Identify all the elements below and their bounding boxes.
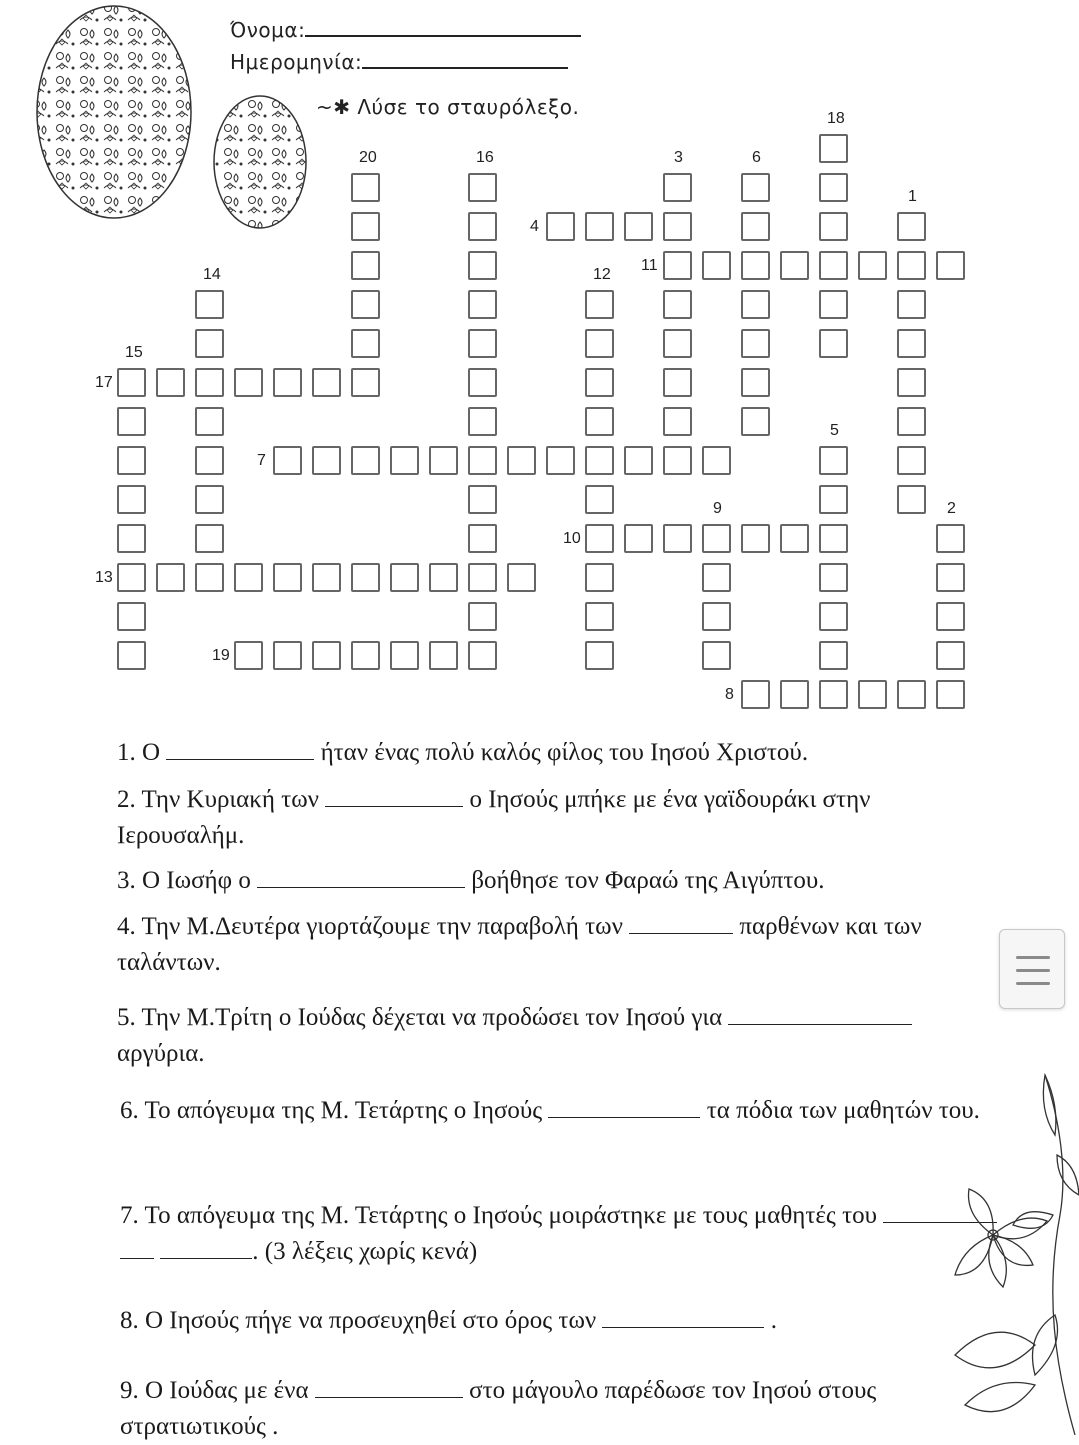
crossword-cell[interactable] [117,485,146,514]
crossword-cell[interactable] [234,368,263,397]
crossword-cell[interactable] [585,602,614,631]
crossword-cell[interactable] [702,251,731,280]
crossword-cell[interactable] [819,134,848,163]
crossword-cell[interactable] [117,524,146,553]
clue-3 [117,863,997,899]
crossword-cell[interactable] [624,212,653,241]
crossword-cell[interactable] [351,290,380,319]
clue-7-text: 7. Το απόγευμα της Μ. Τετάρτης ο Ιησούς μοιράστηκε με τους μαθητές του [120,1202,877,1229]
clue-8-blank[interactable] [602,1307,764,1328]
crossword-cell[interactable] [897,290,926,319]
crossword-cell[interactable] [702,563,731,592]
crossword-cell[interactable] [741,524,770,553]
crossword-cell[interactable] [741,251,770,280]
crossword-cell[interactable] [273,446,302,475]
crossword-cell[interactable] [819,485,848,514]
crossword-cell[interactable] [780,680,809,709]
crossword-cell[interactable] [585,641,614,670]
clue-number-9: 9 [713,500,722,517]
crossword-cell[interactable] [117,563,146,592]
clue-5 [117,1000,997,1072]
crossword-cell[interactable] [468,602,497,631]
crossword-cell[interactable] [351,641,380,670]
clue-number-4: 4 [530,218,539,235]
clue-number-20: 20 [359,149,377,166]
crossword-cell[interactable] [468,290,497,319]
crossword-cell[interactable] [663,173,692,202]
crossword-cell[interactable] [195,446,224,475]
clue-9-blank[interactable] [315,1377,463,1398]
crossword-cell[interactable] [468,173,497,202]
crossword-cell[interactable] [936,641,965,670]
crossword-cell[interactable] [351,329,380,358]
crossword-cell[interactable] [663,368,692,397]
crossword-cell[interactable] [897,212,926,241]
clue-5-text: 5. Την Μ.Τρίτη ο Ιούδας δέχεται να προδώσει τον Ιησού για [117,1004,723,1031]
clue-number-18: 18 [827,110,845,127]
crossword-cell[interactable] [741,212,770,241]
crossword-cell[interactable] [507,446,536,475]
clue-number-1: 1 [908,188,917,205]
menu-icon-bar-3 [1016,982,1050,985]
crossword-cell[interactable] [468,446,497,475]
crossword-cell[interactable] [663,329,692,358]
crossword-cell[interactable] [741,290,770,319]
clue-4-text: 4. Την Μ.Δευτέρα γιορτάζουμε την παραβολή των [117,913,623,940]
clue-number-15: 15 [125,344,143,361]
clue-7 [120,1198,1000,1270]
clue-7-blank-2[interactable] [120,1238,154,1259]
crossword-cell[interactable] [429,641,458,670]
crossword-cell[interactable] [351,212,380,241]
crossword-cell[interactable] [897,446,926,475]
crossword-cell[interactable] [741,173,770,202]
crossword-cell[interactable] [273,368,302,397]
crossword-cell[interactable] [195,407,224,436]
clue-number-17: 17 [95,374,113,391]
crossword-cell[interactable] [819,563,848,592]
crossword-cell[interactable] [351,368,380,397]
clue-7-text-end: . (3 λέξεις χωρίς κενά) [252,1238,478,1265]
crossword-cell[interactable] [156,368,185,397]
crossword-cell[interactable] [351,446,380,475]
clue-5-text-end: αργύρια. [117,1040,205,1067]
clue-6 [120,1093,1000,1129]
crossword-cell[interactable] [351,563,380,592]
crossword-cell[interactable] [897,329,926,358]
clue-3-blank[interactable] [257,867,465,888]
crossword-cell[interactable] [936,563,965,592]
crossword-cell[interactable] [702,524,731,553]
crossword-cell[interactable] [234,641,263,670]
crossword-cell[interactable] [780,251,809,280]
crossword-cell[interactable] [195,563,224,592]
clue-number-16: 16 [476,149,494,166]
crossword-cell[interactable] [390,641,419,670]
crossword-cell[interactable] [897,407,926,436]
crossword-cell[interactable] [117,446,146,475]
clue-4-text-end: παρθένων και των ταλάντων. [117,913,922,976]
crossword-cell[interactable] [429,563,458,592]
crossword-cell[interactable] [897,251,926,280]
crossword-cell[interactable] [468,329,497,358]
clue-2-blank[interactable] [325,786,463,807]
crossword-cell[interactable] [312,563,341,592]
crossword-cell[interactable] [585,368,614,397]
crossword-cell[interactable] [819,641,848,670]
crossword-cell[interactable] [819,329,848,358]
clue-5-blank[interactable] [728,1004,912,1025]
crossword-cell[interactable] [585,563,614,592]
crossword-cell[interactable] [390,563,419,592]
crossword-cell[interactable] [663,251,692,280]
crossword-cell[interactable] [702,446,731,475]
crossword-cell[interactable] [819,212,848,241]
crossword-cell[interactable] [624,524,653,553]
crossword-cell[interactable] [429,446,458,475]
crossword-cell[interactable] [702,641,731,670]
crossword-cell[interactable] [468,251,497,280]
crossword-cell[interactable] [663,524,692,553]
clue-number-8: 8 [725,686,734,703]
crossword-cell[interactable] [897,680,926,709]
crossword-cell[interactable] [819,524,848,553]
crossword-cell[interactable] [741,329,770,358]
crossword-cell[interactable] [936,251,965,280]
crossword-cell[interactable] [312,446,341,475]
crossword-cell[interactable] [819,251,848,280]
crossword-cell[interactable] [858,680,887,709]
crossword-cell[interactable] [819,680,848,709]
crossword-cell[interactable] [936,524,965,553]
crossword-cell[interactable] [624,446,653,475]
clue-number-19: 19 [212,647,230,664]
crossword-cell[interactable] [195,329,224,358]
crossword-cell[interactable] [663,290,692,319]
clue-9 [120,1373,1000,1445]
clue-1-blank[interactable] [166,739,314,760]
date-label: Ημερομηνία: [230,50,363,74]
crossword-cell[interactable] [546,446,575,475]
clue-number-2: 2 [947,500,956,517]
crossword-cell[interactable] [585,524,614,553]
crossword-cell[interactable] [351,173,380,202]
clue-1-text: 1. Ο [117,739,161,766]
clue-2-text-end: ο Ιησούς μπήκε με ένα γαϊδουράκι στην Ιερουσαλήμ. [117,786,871,849]
crossword-cell[interactable] [273,641,302,670]
clue-number-6: 6 [752,149,761,166]
clue-8 [120,1303,1000,1339]
menu-icon-bar-2 [1016,969,1050,972]
crossword-cell[interactable] [507,563,536,592]
clue-number-5: 5 [830,422,839,439]
crossword-cell[interactable] [117,407,146,436]
crossword-cell[interactable] [156,563,185,592]
crossword-cell[interactable] [702,602,731,631]
clue-6-text-end: τα πόδια των μαθητών του. [706,1097,980,1124]
crossword-cell[interactable] [858,251,887,280]
clue-9-text-end: στο μάγουλο παρέδωσε τον Ιησού στους στρατιωτικούς . [120,1377,877,1440]
crossword-cell[interactable] [585,446,614,475]
clue-4 [117,909,997,981]
clue-7-blank-3[interactable] [160,1238,252,1259]
clue-2-text: 2. Την Κυριακή των [117,786,319,813]
clue-number-13: 13 [95,569,113,586]
clue-6-blank[interactable] [548,1097,700,1118]
menu-icon-bar-1 [1016,956,1050,959]
crossword-cell[interactable] [585,329,614,358]
crossword-cell[interactable] [936,602,965,631]
crossword-cell[interactable] [390,446,419,475]
crossword-cell[interactable] [819,290,848,319]
clue-3-text: 3. Ο Ιωσήφ ο [117,867,251,894]
clue-8-text-end: . [770,1307,777,1334]
crossword-cell[interactable] [546,212,575,241]
clue-4-blank[interactable] [629,913,733,934]
crossword-cell[interactable] [195,290,224,319]
crossword-cell[interactable] [741,680,770,709]
clue-number-3: 3 [674,149,683,166]
crossword-cell[interactable] [897,368,926,397]
crossword-cell[interactable] [273,563,302,592]
crossword-cell[interactable] [663,407,692,436]
clue-8-text: 8. Ο Ιησούς πήγε να προσευχηθεί στο όρος των [120,1307,597,1334]
crossword-cell[interactable] [468,485,497,514]
crossword-cell[interactable] [351,251,380,280]
crossword-cell[interactable] [117,641,146,670]
crossword-cell[interactable] [819,446,848,475]
clue-number-11: 11 [641,257,658,274]
crossword-cell[interactable] [585,485,614,514]
clue-number-14: 14 [203,266,221,283]
crossword-cell[interactable] [312,641,341,670]
crossword-cell[interactable] [117,602,146,631]
crossword-cell[interactable] [663,446,692,475]
crossword-cell[interactable] [468,563,497,592]
crossword-cell[interactable] [741,407,770,436]
crossword-cell[interactable] [468,212,497,241]
crossword-cell[interactable] [468,368,497,397]
crossword-cell[interactable] [468,407,497,436]
crossword-cell[interactable] [663,212,692,241]
crossword-cell[interactable] [117,368,146,397]
name-label: Όνομα: [230,18,306,42]
clue-9-text: 9. Ο Ιούδας με ένα [120,1377,309,1404]
crossword-cell[interactable] [819,173,848,202]
crossword-cell[interactable] [195,485,224,514]
crossword-cell[interactable] [468,524,497,553]
crossword-cell[interactable] [936,680,965,709]
clue-6-text: 6. Το απόγευμα της Μ. Τετάρτης ο Ιησούς [120,1097,543,1124]
menu-button[interactable] [999,929,1065,1009]
crossword-cell[interactable] [312,368,341,397]
clue-1 [117,735,997,771]
clue-3-text-end: βοήθησε τον Φαραώ της Αιγύπτου. [471,867,825,894]
clue-number-10: 10 [563,530,581,547]
clue-number-7: 7 [257,452,266,469]
crossword-cell[interactable] [819,602,848,631]
crossword-cell[interactable] [741,368,770,397]
crossword-cell[interactable] [897,485,926,514]
crossword-cell[interactable] [468,641,497,670]
crossword-cell[interactable] [234,563,263,592]
crossword-cell[interactable] [780,524,809,553]
crossword-cell[interactable] [585,407,614,436]
decorative-flowers [935,1065,1079,1439]
instruction-text: ~✱ Λύσε το σταυρόλεξο. [316,95,580,119]
crossword-cell[interactable] [585,212,614,241]
clue-2 [117,782,997,854]
crossword-cell[interactable] [585,290,614,319]
crossword-cell[interactable] [195,368,224,397]
crossword-cell[interactable] [195,524,224,553]
clue-1-text-end: ήταν ένας πολύ καλός φίλος του Ιησού Χριστού. [320,739,809,766]
clue-number-12: 12 [593,266,611,283]
